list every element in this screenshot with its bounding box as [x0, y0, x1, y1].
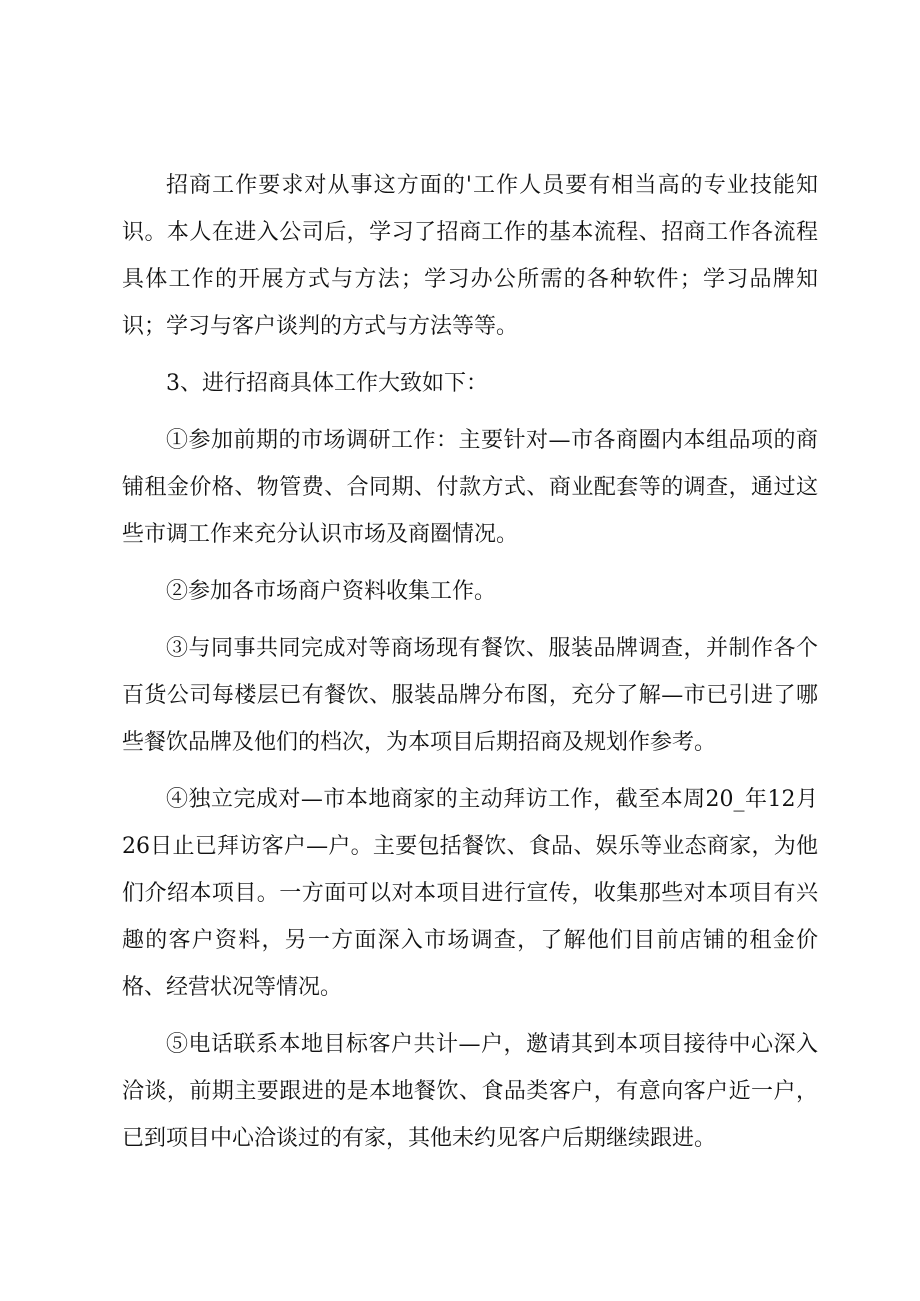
- paragraph-item-4: ④独立完成对—市本地商家的主动拜访工作，截至本周20_年12月26日止已拜访客户—户。主要包括餐饮、食品、娱乐等业态商家，为他们介绍本项目。一方面可以对本项目进行宣传，收集那些对本项目有兴趣的客户资料，另一方面深入市场调查，了解他们目前店铺的租金价格、经营状况等情况。: [122, 787, 818, 1000]
- paragraph-intro: 招商工作要求对从事这方面的'工作人员要有相当高的专业技能知识。本人在进入公司后，学习了招商工作的基本流程、招商工作各流程具体工作的开展方式与方法；学习办公所需的各种软件；学习品牌知识；学习与客户谈判的方式与方法等等。: [122, 173, 818, 339]
- paragraph-section-heading: 3、进行招商具体工作大致如下：: [166, 371, 488, 396]
- paragraph-item-2: ②参加各市场商户资料收集工作。: [166, 579, 497, 604]
- document-body: [122, 162, 818, 1162]
- paragraph-item-1: ①参加前期的市场调研工作：主要针对—市各商圈内本组品项的商铺租金价格、物管费、合同期、付款方式、商业配套等的调查，通过这些市调工作来充分认识市场及商圈情况。: [122, 428, 818, 547]
- paragraph-item-3: ③与同事共同完成对等商场现有餐饮、服装品牌调查，并制作各个百货公司每楼层已有餐饮、服装品牌分布图，充分了解—市已引进了哪些餐饮品牌及他们的档次，为本项目后期招商及规划作参考。: [122, 636, 818, 755]
- paragraph-item-5: ⑤电话联系本地目标客户共计—户，邀请其到本项目接待中心深入洽谈，前期主要跟进的是本地餐饮、食品类客户，有意向客户近一户，已到项目中心洽谈过的有家，其他未约见客户后期继续跟进。: [122, 1032, 818, 1151]
